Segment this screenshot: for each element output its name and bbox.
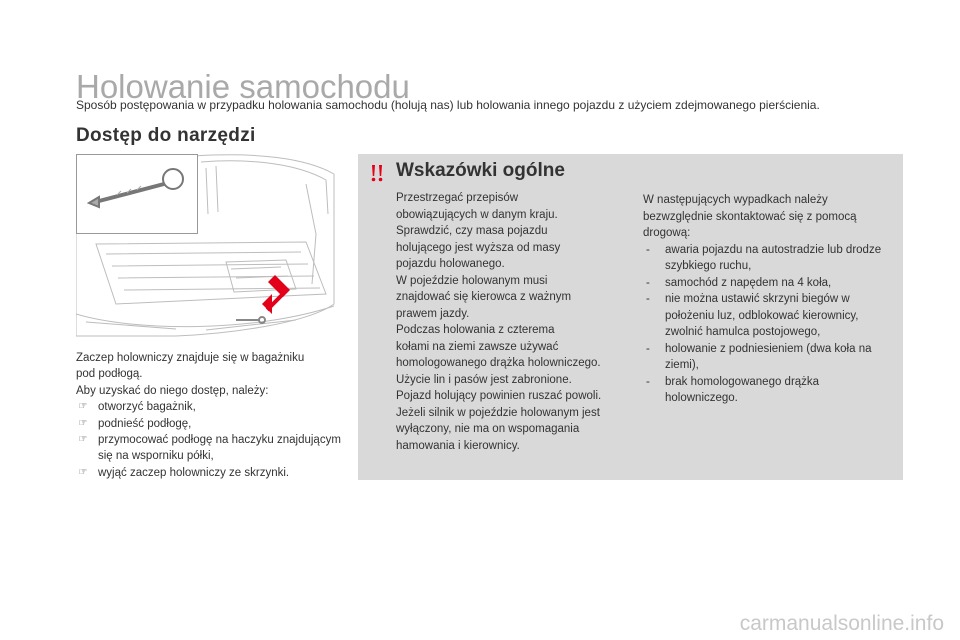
list-item: - holowanie z podniesieniem (dwa koła na ziemi), — [646, 342, 872, 371]
list-item: ☞ otworzyć bagażnik, — [76, 399, 346, 415]
dash-marker: - — [646, 276, 650, 289]
guidance-line: hamowania i kierownicy. — [396, 439, 520, 452]
pointing-hand-icon: ☞ — [78, 401, 88, 413]
list-item: ☞ podnieść podłogę, — [76, 416, 346, 432]
guidance-intro-line: bezwzględnie skontaktować się z pomocą — [643, 210, 857, 223]
access-intro-line: pod podłogą. — [76, 368, 143, 381]
guidance-line: holującego jest wyższa od masy — [396, 241, 561, 254]
towing-eye-illustration — [77, 155, 197, 233]
guidance-intro-line: W następujących wypadkach należy — [643, 194, 828, 206]
page-subtitle: Sposób postępowania w przypadku holowania samochodu (holują nas) lub holowania innego pojazdu z użyciem zdejmowanego pierścienia. — [76, 98, 820, 112]
guidance-left-column — [396, 190, 616, 454]
dash-marker: - — [646, 375, 650, 388]
access-instructions — [76, 350, 346, 481]
guidance-line: Jeżeli silnik w pojeździe holowanym jest — [396, 406, 600, 419]
guidance-line: prawem jazdy. — [396, 307, 470, 320]
guidance-line: Użycie lin i pasów jest zabronione. — [396, 373, 572, 386]
section-title: Dostęp do narzędzi — [76, 125, 256, 146]
guidance-line: pojazdu holowanego. — [396, 258, 505, 270]
dash-marker: - — [646, 243, 650, 256]
page-title: Holowanie samochodu — [76, 68, 410, 105]
guidance-right-column — [643, 192, 893, 407]
warning-exclamation-icon — [368, 163, 386, 183]
guidance-line: Sprawdzić, czy masa pojazdu — [396, 225, 548, 237]
list-item: ☞ wyjąć zaczep holowniczy ze skrzynki. — [76, 465, 346, 481]
access-intro-line: Aby uzyskać do niego dostęp, należy: — [76, 384, 269, 397]
list-item: - nie można ustawić skrzyni biegów w położeniu luz, odblokować kierownicy, zwolnić hamulca postojowego, — [646, 293, 859, 338]
access-intro-line: Zaczep holowniczy znajduje się w bagażniku — [76, 352, 305, 364]
guidance-line: homologowanego drążka holowniczego. — [396, 357, 601, 369]
guidance-intro-line: drogową: — [643, 227, 691, 239]
dash-marker: - — [646, 342, 650, 355]
guidance-line: obowiązujących w danym kraju. — [396, 208, 558, 221]
list-item: - samochód z napędem na 4 koła, — [643, 275, 893, 292]
pointing-hand-icon: ☞ — [78, 434, 88, 446]
pointing-hand-icon: ☞ — [78, 466, 88, 478]
panel-title: Wskazówki ogólne — [396, 160, 565, 181]
red-arrow — [262, 275, 290, 314]
guidance-line: Pojazd holujący powinien ruszać powoli. — [396, 390, 602, 402]
dash-marker: - — [646, 293, 650, 305]
guidance-line: wyłączony, nie ma on wspomagania — [396, 423, 580, 435]
guidance-line: znajdować się kierowca z ważnym — [396, 291, 572, 303]
list-item: - awaria pojazdu na autostradzie lub drodze szybkiego ruchu, — [646, 243, 882, 272]
assistance-cases-list — [643, 242, 893, 407]
list-item: ☞ przymocować podłogę na haczyku znajdującym się na wsporniku półki, — [76, 432, 346, 465]
guidance-line: Podczas holowania z czterema — [396, 324, 555, 336]
guidance-line: Przestrzegać przepisów — [396, 192, 519, 204]
towing-eye-inset — [76, 154, 198, 234]
watermark: carmanualsonline.info — [739, 612, 944, 635]
pointing-hand-icon: ☞ — [78, 417, 88, 429]
guidance-line: W pojeździe holowanym musi — [396, 274, 548, 287]
access-steps-list — [76, 399, 346, 481]
guidance-line: kołami na ziemi zawsze używać — [396, 340, 559, 353]
list-item: - brak homologowanego drążka holowniczego. — [646, 375, 820, 404]
